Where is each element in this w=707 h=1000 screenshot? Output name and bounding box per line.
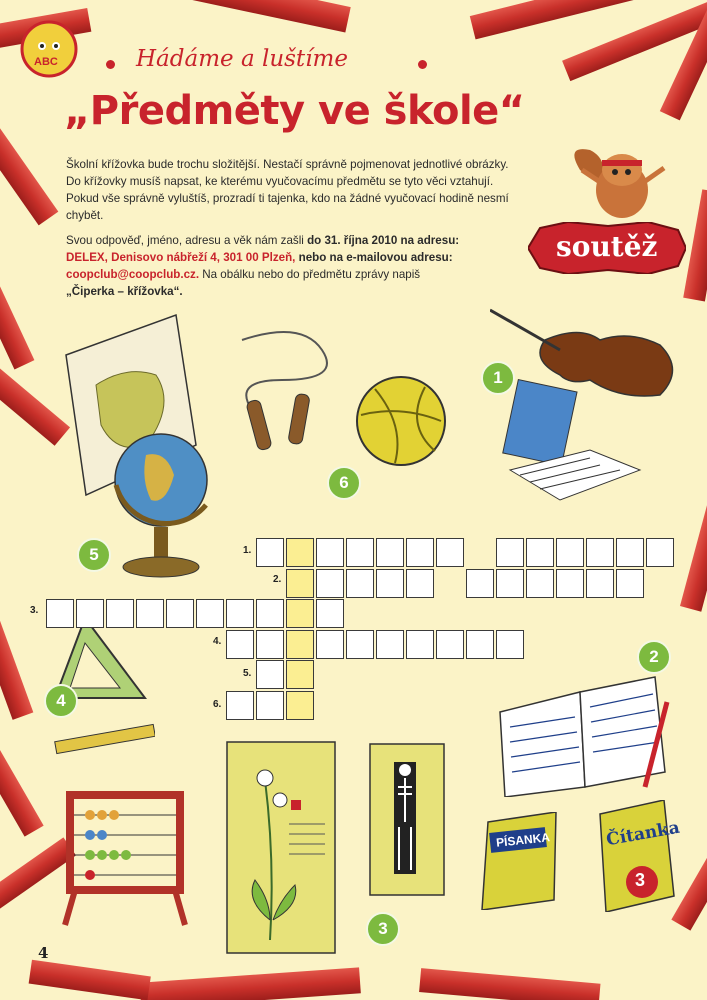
page-title: „Předměty ve škole“ [64, 88, 525, 134]
crossword-cell[interactable] [616, 538, 644, 567]
row-label-1: 1. [243, 545, 252, 556]
badge-1: 1 [481, 361, 515, 395]
crossword-cell[interactable] [166, 599, 194, 628]
contest-label: soutěž [556, 230, 658, 263]
crossword-cell[interactable] [256, 660, 284, 689]
crossword-cell[interactable] [586, 569, 614, 598]
contest-badge [528, 222, 686, 274]
music-illustration [490, 300, 690, 520]
crossword-cell[interactable] [496, 569, 524, 598]
jump-rope-illustration [222, 320, 352, 460]
crossword-cell[interactable] [376, 538, 404, 567]
badge-4: 4 [44, 684, 78, 718]
crossword-cell[interactable] [256, 630, 284, 659]
deadline: do 31. října 2010 na adresu: [307, 234, 460, 247]
subject-line: „Čiperka – křížovka“. [66, 285, 183, 298]
header-dot-left [106, 60, 115, 69]
crossword-cell[interactable] [556, 538, 584, 567]
crossword-cell[interactable] [346, 538, 374, 567]
crossword-cell[interactable] [436, 538, 464, 567]
crossword-cell[interactable] [496, 538, 524, 567]
crossword-secret-cell[interactable] [286, 630, 314, 659]
pisanka-book [478, 812, 560, 910]
row-label-3: 3. [30, 605, 39, 616]
section-subtitle: Hádáme a luštíme [136, 46, 348, 72]
crossword-cell[interactable] [226, 599, 254, 628]
abc-logo [20, 20, 78, 78]
crossword-secret-cell[interactable] [286, 691, 314, 720]
crossword-cell[interactable] [226, 630, 254, 659]
crossword-cell[interactable] [646, 538, 674, 567]
crossword-secret-cell[interactable] [286, 660, 314, 689]
crossword-cell[interactable] [316, 599, 344, 628]
citanka-number: 3 [635, 870, 646, 890]
pencil-top-1 [150, 0, 351, 33]
citanka-title: Čítanka [604, 817, 682, 851]
crossword-cell[interactable] [226, 691, 254, 720]
section-header [100, 46, 430, 80]
postal-address: DELEX, Denisovo nábřeží 4, 301 00 Plzeň, [66, 251, 296, 264]
crossword-cell[interactable] [616, 569, 644, 598]
crossword-cell[interactable] [346, 630, 374, 659]
handwriting-book-illustration [495, 672, 675, 797]
row-label-6: 6. [213, 699, 222, 710]
crossword-cell[interactable] [376, 630, 404, 659]
badge-6: 6 [327, 466, 361, 500]
crossword-cell[interactable] [586, 538, 614, 567]
crossword-cell[interactable] [376, 569, 404, 598]
crossword-cell[interactable] [46, 599, 74, 628]
instructions-paragraph [66, 232, 522, 300]
crossword-secret-cell[interactable] [286, 599, 314, 628]
crossword-cell[interactable] [256, 691, 284, 720]
crossword-cell[interactable] [316, 538, 344, 567]
crossword-cell[interactable] [316, 630, 344, 659]
citanka-book [594, 800, 682, 912]
crossword-cell[interactable] [106, 599, 134, 628]
crossword-cell[interactable] [346, 569, 374, 598]
pisanka-title: PÍSANKA [495, 830, 551, 850]
badge-5: 5 [77, 538, 111, 572]
row-label-4: 4. [213, 636, 222, 647]
ball-illustration [355, 375, 447, 467]
crossword-cell[interactable] [466, 569, 494, 598]
email-address[interactable]: coopclub@coopclub.cz. [66, 268, 200, 281]
crossword-cell[interactable] [436, 630, 464, 659]
intro-paragraph: Školní křížovka bude trochu složitější. Nestačí správně pojmenovat jednotlivé obrázky. Do křížovky musíš napsat, ke kterému vyučovacímu předmětu se tyto věci vztahují. Pokud vše správně vyluštíš, prozradí ti tajenka, kdo na žádné vyučovací hodině nesmí chybět. [66, 158, 509, 222]
abc-logo-text: ABC [34, 56, 58, 68]
crossword-cell[interactable] [406, 569, 434, 598]
badge-3: 3 [366, 912, 400, 946]
squirrel-illustration [560, 140, 670, 230]
instructions-text: Svou odpověď, jméno, adresu a věk nám zašli [66, 234, 308, 247]
crossword-cell[interactable] [136, 599, 164, 628]
crossword-secret-cell[interactable] [286, 569, 314, 598]
crossword-cell[interactable] [256, 599, 284, 628]
crossword-cell[interactable] [466, 630, 494, 659]
crossword-cell[interactable] [526, 569, 554, 598]
crossword-secret-cell[interactable] [286, 538, 314, 567]
crossword-cell[interactable] [556, 569, 584, 598]
subject-instructions: Na obálku nebo do předmětu zprávy napiš [199, 268, 421, 281]
badge-2: 2 [637, 640, 671, 674]
plant-poster-illustration [225, 740, 337, 955]
crossword-cell[interactable] [496, 630, 524, 659]
crossword-cell[interactable] [406, 538, 434, 567]
skeleton-poster-illustration [368, 742, 446, 897]
header-dot-right [418, 60, 427, 69]
crossword-cell[interactable] [256, 538, 284, 567]
email-intro: nebo na e-mailovou adresu: [295, 251, 453, 264]
row-label-2: 2. [273, 574, 282, 585]
crossword-cell[interactable] [196, 599, 224, 628]
page-number: 4 [38, 944, 49, 962]
crossword-cell[interactable] [316, 569, 344, 598]
row-label-5: 5. [243, 668, 252, 679]
abacus-illustration [60, 790, 190, 930]
crossword-cell[interactable] [406, 630, 434, 659]
crossword-cell[interactable] [526, 538, 554, 567]
crossword-cell[interactable] [76, 599, 104, 628]
